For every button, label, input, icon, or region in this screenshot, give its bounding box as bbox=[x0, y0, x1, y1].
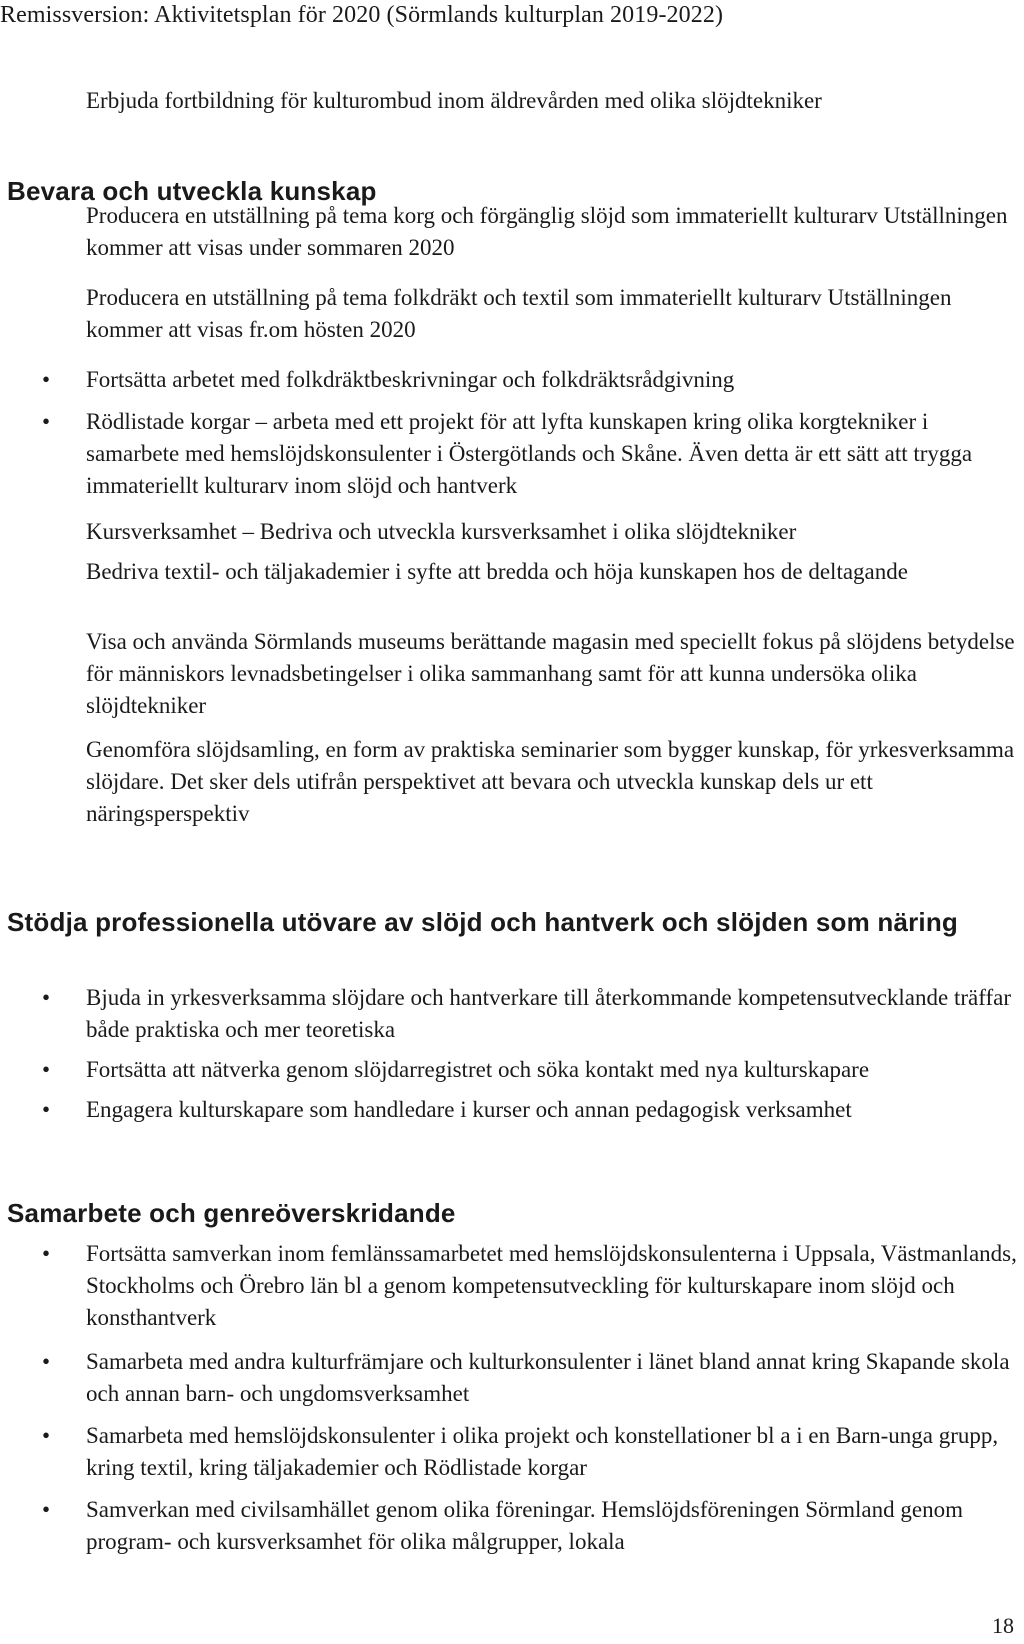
bullet-glyph: • bbox=[42, 1349, 51, 1374]
list-item: Engagera kulturskapare som handledare i kurser och annan pedagogisk verksamhet bbox=[86, 1097, 852, 1122]
section-heading-bevara: Bevara och utveckla kunskap bbox=[7, 176, 377, 206]
section-heading-samarbete: Samarbete och genreöverskridande bbox=[7, 1198, 456, 1228]
list-item: Samarbeta med hemslöjdskonsulenter i olika projekt och konstellationer bl a i en Barn-unga grupp, kring textil, kring täljakademier och Rödlistade korgar bbox=[86, 1423, 999, 1480]
list-item: Samverkan med civilsamhället genom olika föreningar. Hemslöjdsföreningen Sörmland genom program- och kursverksamhet för olika målgrupper, lokala bbox=[86, 1497, 963, 1554]
intro-line: Erbjuda fortbildning för kulturombud inom äldrevården med olika slöjdtekniker bbox=[86, 88, 822, 113]
bullet-glyph: • bbox=[42, 409, 51, 434]
bullet-glyph: • bbox=[42, 1097, 51, 1122]
running-header: Remissversion: Aktivitetsplan för 2020 (Sörmlands kulturplan 2019-2022) bbox=[0, 2, 724, 28]
list-item: Producera en utställning på tema folkdräkt och textil som immateriellt kulturarv Utställningen kommer att visas fr.om hösten 2020 bbox=[86, 285, 952, 342]
list-item: Fortsätta samverkan inom femlänssamarbetet med hemslöjdskonsulenterna i Uppsala, Västmanlands, Stockholms och Örebro län bl a genom kompetensutveckling för kulturskapare inom slöjd och konsthantverk bbox=[86, 1241, 1017, 1330]
list-item: Samarbeta med andra kulturfrämjare och kulturkonsulenter i länet bland annat kring Skapande skola och annan barn- och ungdomsverksamhet bbox=[86, 1349, 1010, 1406]
list-item: Rödlistade korgar – arbeta med ett projekt för att lyfta kunskapen kring olika korgtekniker i samarbete med hemslöjdskonsulenter i Östergötlands och Skåne. Även detta är ett sätt att trygga immateriellt kulturarv inom slöjd och hantverk bbox=[86, 409, 973, 498]
list-item: Fortsätta arbetet med folkdräktbeskrivningar och folkdräktsrådgivning bbox=[86, 367, 735, 392]
list-item: Fortsätta att nätverka genom slöjdarregistret och söka kontakt med nya kulturskapare bbox=[86, 1057, 870, 1082]
bullet-glyph: • bbox=[42, 367, 51, 392]
bullet-glyph: • bbox=[42, 1497, 51, 1522]
list-item: Visa och använda Sörmlands museums berättande magasin med speciellt fokus på slöjdens betydelse för människors levnadsbetingelser i olika sammanhang samt för att kunna undersöka olika slöjdtekniker bbox=[86, 629, 1015, 718]
list-item: Genomföra slöjdsamling, en form av praktiska seminarier som bygger kunskap, för yrkesverksamma slöjdare. Det sker dels utifrån perspektivet att bevara och utveckla kunskap dels ur ett näringsperspektiv bbox=[86, 737, 1015, 826]
list-item: Kursverksamhet – Bedriva och utveckla kursverksamhet i olika slöjdtekniker bbox=[86, 519, 797, 544]
list-item: Bedriva textil- och täljakademier i syfte att bredda och höja kunskapen hos de deltagande bbox=[86, 559, 908, 584]
bullet-glyph: • bbox=[42, 985, 51, 1010]
bullet-glyph: • bbox=[42, 1423, 51, 1448]
list-item: Bjuda in yrkesverksamma slöjdare och hantverkare till återkommande kompetensutvecklande träffar både praktiska och mer teoretiska bbox=[86, 985, 1011, 1042]
list-item: Producera en utställning på tema korg och förgänglig slöjd som immateriellt kulturarv Utställningen kommer att visas under sommaren 2020 bbox=[86, 203, 1008, 260]
page-number: 18 bbox=[992, 1613, 1014, 1638]
section-heading-stodja: Stödja professionella utövare av slöjd och hantverk och slöjden som näring bbox=[7, 907, 959, 937]
bullet-glyph: • bbox=[42, 1057, 51, 1082]
bullet-glyph: • bbox=[42, 1241, 51, 1266]
